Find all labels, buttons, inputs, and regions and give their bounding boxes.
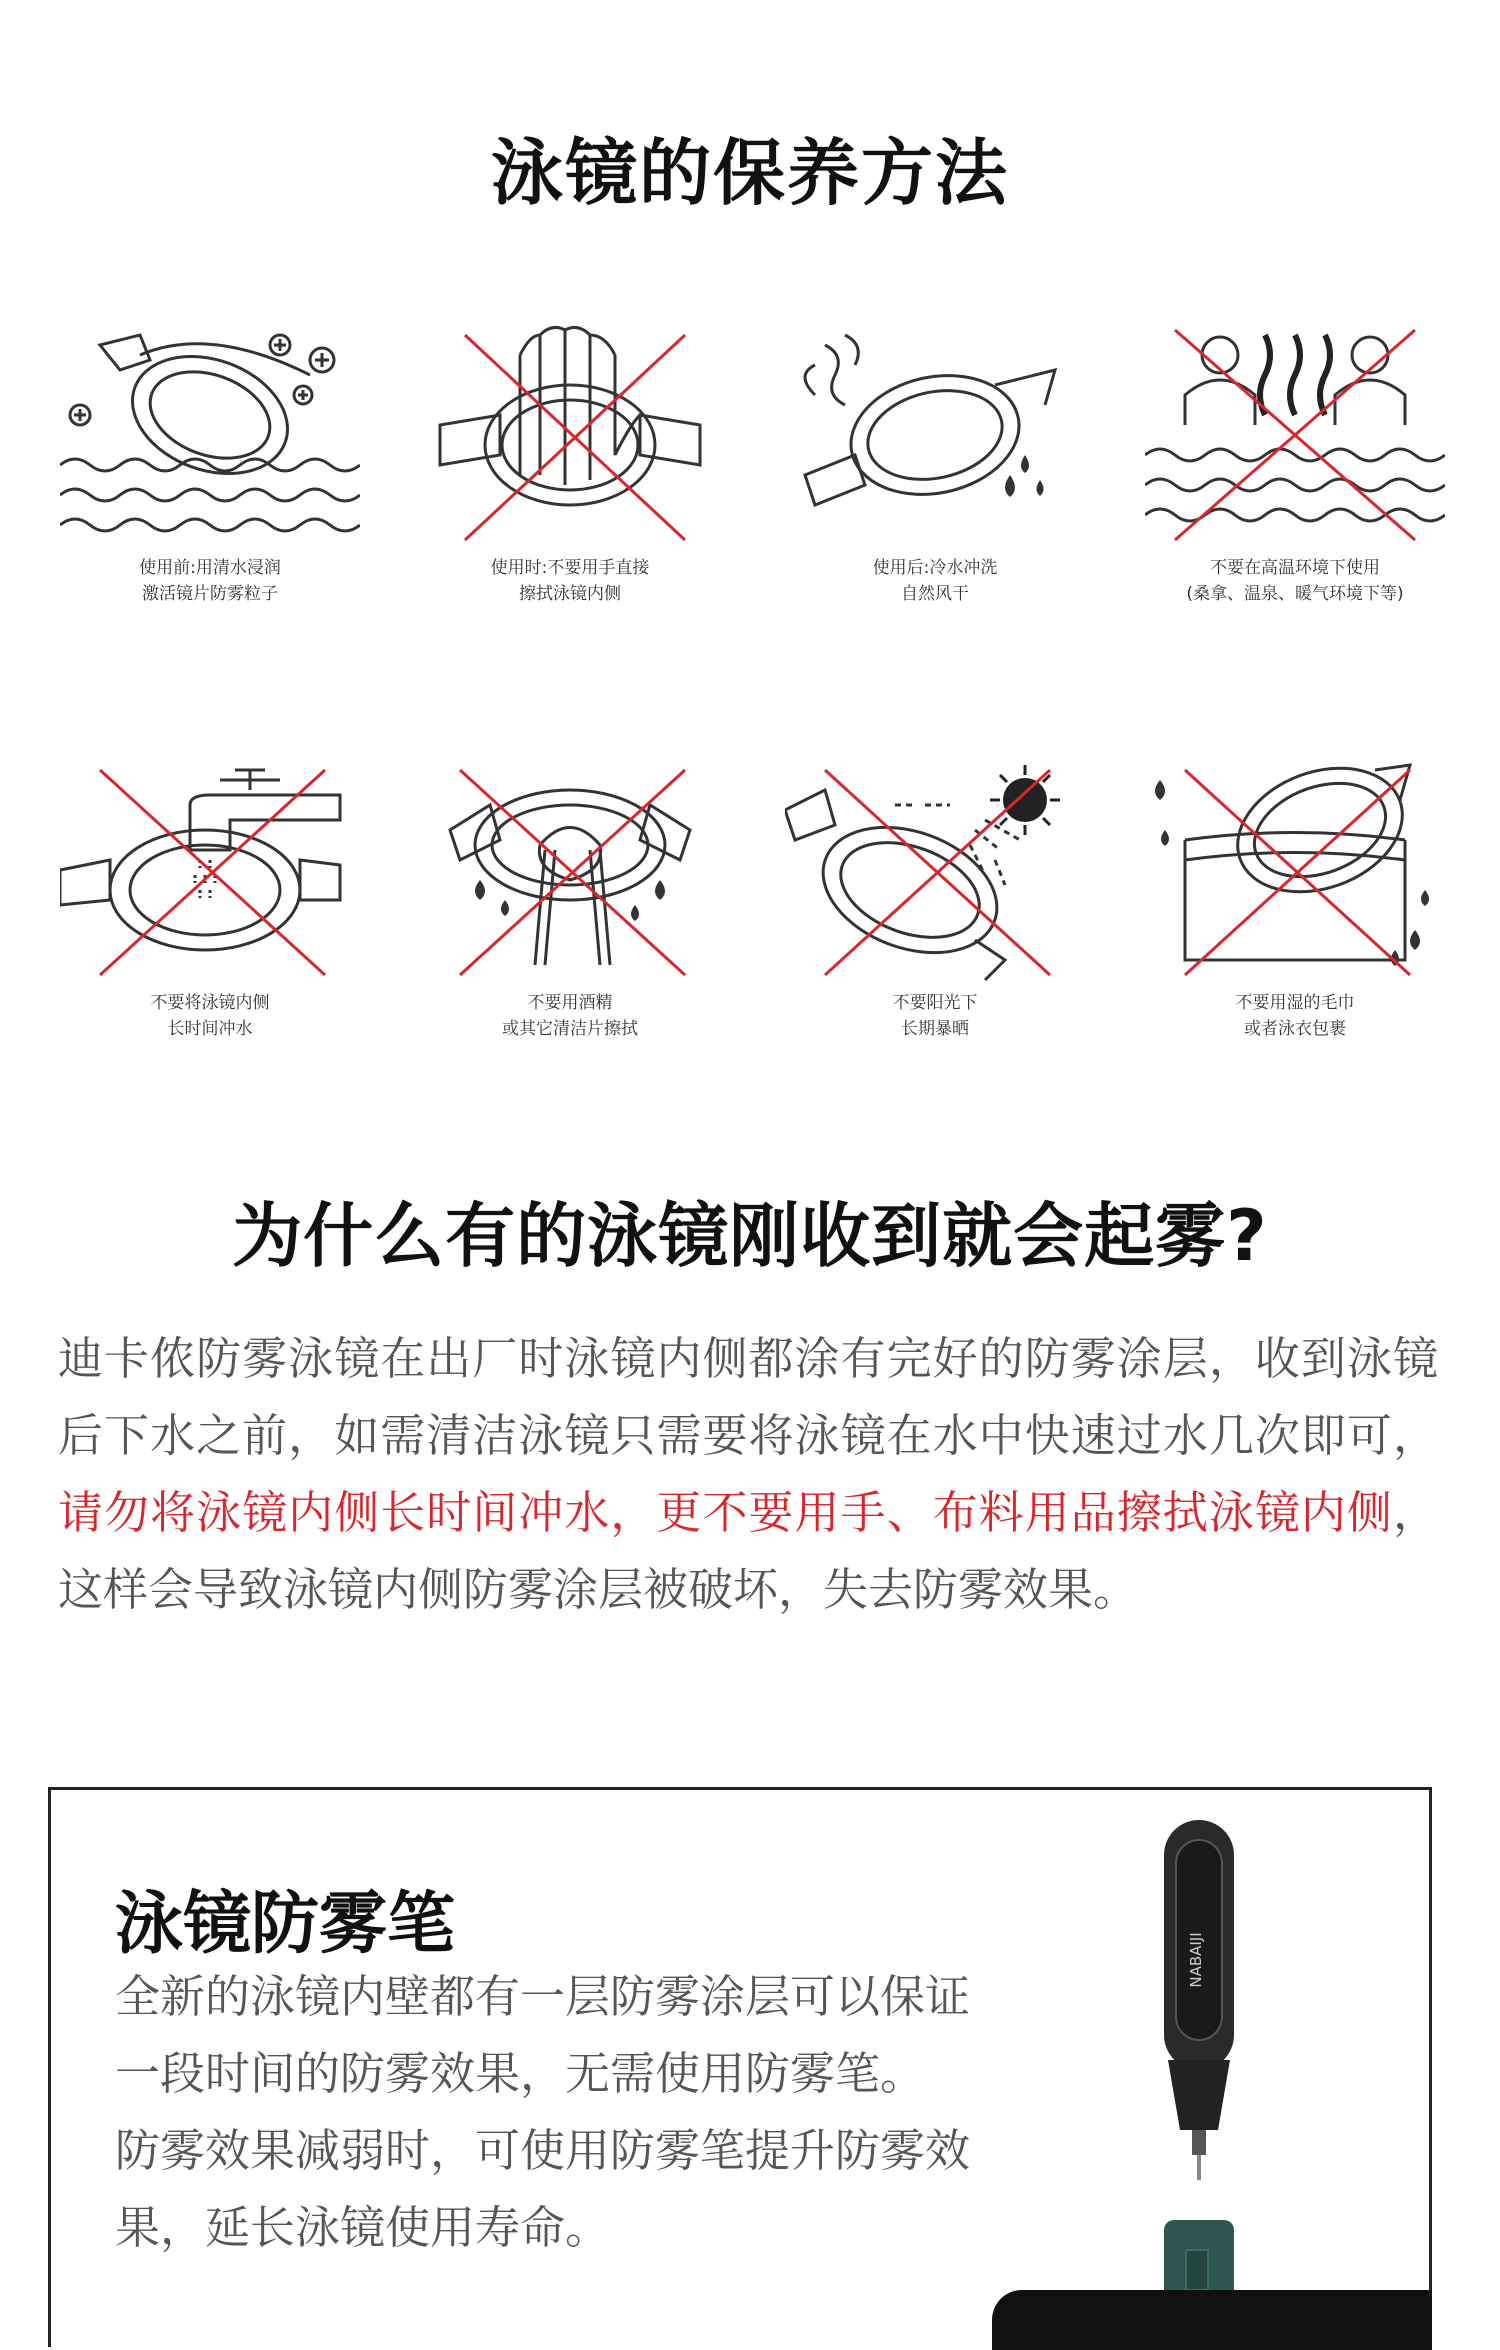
care-item-rinse [785,315,1085,607]
pen-title: 泳镜防雾笔 [115,1885,456,1964]
care-caption-6: 不要用酒精 或其它清洁片擦拭 [502,993,638,1039]
tap-forbidden-icon [60,750,360,990]
pen-desc-line-3: 防雾效果减弱时，可使用防雾笔提升防雾效 [115,2124,971,2177]
care-title: 泳镜的保养方法 [490,131,1009,215]
care-caption-8: 不要用湿的毛巾 或者泳衣包裹 [1235,993,1355,1039]
care-item-no-towel [1145,750,1445,1042]
pen-brand-label: NABAIJI [1187,1932,1205,1988]
pen-desc-line-1: 全新的泳镜内壁都有一层防雾涂层可以保证 [115,1970,971,2023]
care-caption-5: 不要将泳镜内侧 长时间冲水 [150,993,270,1039]
fog-paragraph-text-2: ，这样会导致泳镜内侧防雾涂层被破坏，失去防雾效果。 [58,1486,1438,1616]
fog-warning-text: 请勿将泳镜内侧长时间冲水，更不要用手、布料用品擦拭泳镜内侧 [58,1486,1393,1539]
care-caption-4: 不要在高温环境下使用 (桑拿、温泉、暖气环境下等) [1186,558,1404,604]
sun-forbidden-icon [785,750,1085,990]
care-item-no-hand [420,315,720,607]
care-item-no-sun [785,750,1085,1042]
fog-paragraph [58,1320,1438,1628]
care-caption-7: 不要阳光下 长期暴晒 [892,993,978,1039]
care-caption-3: 使用后:冷水冲洗 自然风干 [872,558,998,604]
hand-wipe-forbidden-icon [420,315,720,555]
care-item-no-alcohol [420,750,720,1042]
goggles-soak-icon [60,315,360,555]
goggles-rinse-icon [785,315,1085,555]
fog-paragraph-text-1: 迪卡侬防雾泳镜在出厂时泳镜内侧都涂有完好的防雾涂层，收到泳镜后下水之前，如需清洁泳镜只需要将泳镜在水中快速过水几次即可， [58,1332,1438,1462]
pen-desc-line-4: 果，延长泳镜使用寿命。 [115,2201,611,2254]
antifog-pen-card [48,1787,1432,2347]
towel-forbidden-icon [1145,750,1445,990]
care-item-soak [60,315,360,607]
antifog-pen-image [1146,1810,1266,2330]
care-caption-1: 使用前:用清水浸润 激活镜片防雾粒子 [139,558,281,604]
alcohol-forbidden-icon [420,750,720,990]
fog-title: 为什么有的泳镜刚收到就会起雾? [232,1195,1268,1277]
care-item-no-heat [1145,315,1445,607]
care-item-no-tap [60,750,360,1042]
sauna-forbidden-icon [1145,315,1445,555]
pen-desc-line-2: 一段时间的防雾效果，无需使用防雾笔。 [115,2047,926,2100]
care-caption-2: 使用时:不要用手直接 擦拭泳镜内侧 [490,558,650,604]
bottom-pill [992,2290,1432,2350]
